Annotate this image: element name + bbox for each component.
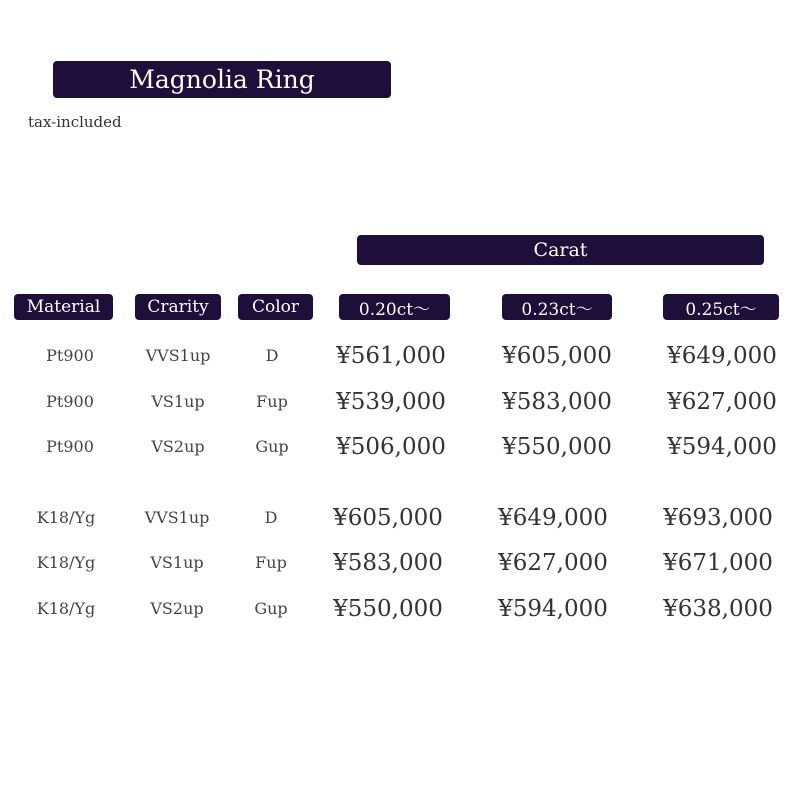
material-cell: Pt900	[46, 392, 94, 411]
color-cell: Gup	[254, 599, 288, 618]
price-025-cell: ¥627,000	[667, 389, 777, 415]
material-cell: Pt900	[46, 346, 94, 365]
color-cell: Fup	[255, 553, 287, 572]
color-cell: Gup	[255, 437, 289, 456]
material-cell: K18/Yg	[36, 508, 96, 527]
price-020-cell: ¥605,000	[333, 505, 443, 531]
price-025-cell: ¥671,000	[663, 550, 773, 576]
color-cell: D	[264, 508, 278, 527]
price-020-cell: ¥583,000	[333, 550, 443, 576]
price-025-cell: ¥693,000	[663, 505, 773, 531]
price-020-cell: ¥561,000	[336, 343, 446, 369]
clarity-cell: VS2up	[151, 437, 205, 456]
price-023-cell: ¥594,000	[498, 596, 608, 622]
price-020-cell: ¥539,000	[336, 389, 446, 415]
price-023-cell: ¥649,000	[498, 505, 608, 531]
color-cell: D	[265, 346, 279, 365]
page-title: Magnolia Ring	[53, 61, 391, 98]
color-cell: Fup	[256, 392, 288, 411]
price-025-cell: ¥638,000	[663, 596, 773, 622]
material-header: Material	[14, 294, 113, 320]
price-023-cell: ¥627,000	[498, 550, 608, 576]
clarity-cell: VVS1up	[144, 508, 210, 527]
clarity-cell: VS2up	[150, 599, 204, 618]
clarity-header: Crarity	[135, 294, 221, 320]
clarity-cell: VVS1up	[145, 346, 211, 365]
price-025-cell: ¥594,000	[667, 434, 777, 460]
clarity-cell: VS1up	[151, 392, 205, 411]
price-025-cell: ¥649,000	[667, 343, 777, 369]
carat-header: Carat	[357, 235, 764, 265]
material-cell: Pt900	[46, 437, 94, 456]
tax-note: tax-included	[28, 113, 122, 131]
carat-025-header: 0.25ct～	[663, 294, 779, 320]
price-023-cell: ¥550,000	[502, 434, 612, 460]
price-023-cell: ¥605,000	[502, 343, 612, 369]
carat-023-header: 0.23ct～	[502, 294, 612, 320]
carat-020-header: 0.20ct～	[339, 294, 450, 320]
material-cell: K18/Yg	[36, 599, 96, 618]
price-023-cell: ¥583,000	[502, 389, 612, 415]
clarity-cell: VS1up	[150, 553, 204, 572]
material-cell: K18/Yg	[36, 553, 96, 572]
color-header: Color	[238, 294, 313, 320]
price-020-cell: ¥506,000	[336, 434, 446, 460]
price-020-cell: ¥550,000	[333, 596, 443, 622]
